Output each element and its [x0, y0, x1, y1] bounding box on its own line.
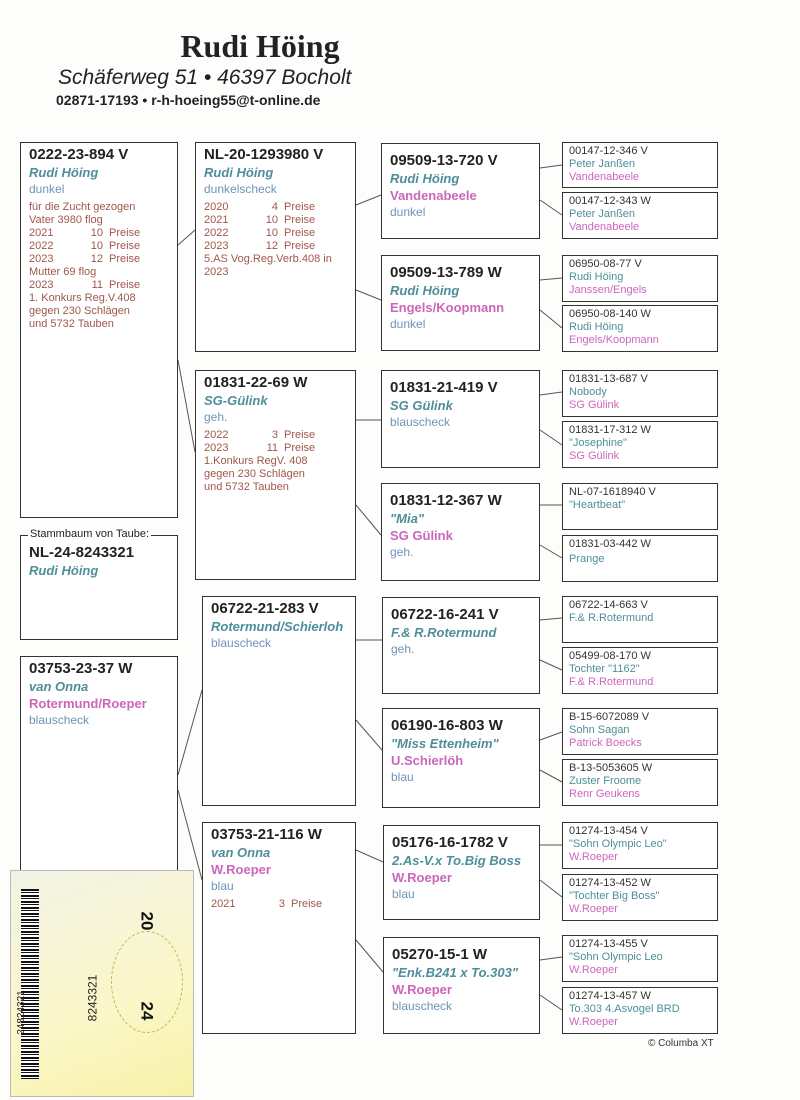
- pedigree-gen4-box: [562, 421, 718, 468]
- sticker-year-part2: 24: [137, 1001, 157, 1021]
- prize-word: Preise: [109, 227, 141, 239]
- ring-number: 05176-16-1782 V: [392, 834, 508, 851]
- ring-number: 03753-23-37 W: [29, 660, 133, 677]
- color-description: dunkel: [29, 182, 65, 196]
- ring-number: 09509-13-720 V: [390, 152, 498, 169]
- prize-row: [29, 253, 169, 266]
- sticker-ring-number: 8243321: [85, 974, 100, 1022]
- pedigree-gen4-box: [562, 596, 718, 643]
- ring-card-sticker: [10, 870, 194, 1097]
- breeder-name: van Onna: [29, 679, 89, 694]
- connector-line: [356, 720, 382, 750]
- pedigree-gen4-box: [562, 647, 718, 694]
- breeder-name: Janssen/Engels: [569, 284, 647, 296]
- ring-number: 01831-22-69 W: [204, 374, 308, 391]
- ring-number: 06722-21-283 V: [211, 600, 319, 617]
- ring-number: 06722-14-663 V: [569, 599, 648, 611]
- pigeon-name: "Tochter Big Boss": [569, 890, 660, 902]
- color-description: blauscheck: [29, 713, 90, 727]
- pedigree-gen4-box: [562, 759, 718, 806]
- prize-row: [204, 227, 347, 240]
- pigeon-name: Nobody: [569, 386, 607, 398]
- breeder-name: Rudi Höing: [204, 165, 274, 180]
- color-description: geh.: [391, 642, 415, 656]
- pedigree-gen4-box: [562, 708, 718, 755]
- connector-line: [540, 995, 562, 1010]
- pedigree-gen2-box: [202, 822, 356, 1034]
- pigeon-name: Rudi Höing: [390, 283, 460, 298]
- prize-year: 2021: [211, 898, 236, 910]
- breeder-name: W.Roeper: [569, 1016, 618, 1028]
- prize-year: 2023: [29, 253, 54, 265]
- ring-number: 01274-13-455 V: [569, 938, 648, 950]
- pedigree-gen3-box: [382, 597, 540, 694]
- prize-year: 2022: [29, 240, 54, 252]
- ring-number: 0222-23-894 V: [29, 146, 129, 163]
- breeder-name: Patrick Boecks: [569, 737, 642, 749]
- prize-word: Preise: [109, 279, 141, 291]
- prize-year: 2023: [204, 240, 229, 252]
- breeder-name: van Onna: [211, 845, 271, 860]
- pedigree-gen4-box: [562, 192, 718, 239]
- prize-count: 10: [90, 240, 103, 252]
- color-description: dunkel: [390, 317, 426, 331]
- ring-number: 05499-08-170 W: [569, 650, 651, 662]
- pedigree-gen4-box: [562, 483, 718, 530]
- performance-notes: [29, 201, 169, 331]
- pedigree-gen3-box: [382, 708, 540, 808]
- prize-count: 12: [90, 253, 103, 265]
- prize-row: [204, 214, 347, 227]
- pedigree-gen3-box: [383, 937, 540, 1034]
- pigeon-name: Rudi Höing: [390, 171, 460, 186]
- pigeon-name: Tochter "1162": [569, 663, 640, 675]
- copyright-notice: © Columba XT: [648, 1038, 714, 1049]
- ring-number: 01831-12-367 W: [390, 492, 502, 509]
- connector-line: [356, 850, 383, 862]
- prize-word: Preise: [284, 442, 316, 454]
- pigeon-name: "Enk.B241 x To.303": [392, 965, 519, 980]
- connector-line: [356, 290, 381, 300]
- connector-line: [178, 690, 202, 775]
- ring-number: 06722-16-241 V: [391, 606, 499, 623]
- breeder-name: Vandenabeele: [569, 171, 640, 183]
- connector-line: [540, 732, 562, 740]
- color-description: blau: [211, 879, 234, 893]
- prize-count: 10: [265, 227, 278, 239]
- breeder-name: W.Roeper: [569, 964, 618, 976]
- pedigree-gen3-box: [381, 483, 540, 581]
- color-description: blauscheck: [392, 999, 453, 1013]
- connector-line: [540, 545, 562, 558]
- ring-number: B-13-5053605 W: [569, 762, 653, 774]
- prize-word: Preise: [109, 240, 141, 252]
- note-line: 1. Konkurs Reg.V.408: [29, 292, 136, 304]
- connector-line: [178, 790, 202, 880]
- prize-row: [204, 442, 347, 455]
- ring-number: 01274-13-454 V: [569, 825, 648, 837]
- prize-row: [211, 898, 347, 911]
- connector-line: [356, 940, 383, 972]
- note-line: 5.AS Vog.Reg.Verb.408 in: [204, 253, 332, 265]
- note-line: 1.Konkurs RegV. 408: [204, 455, 308, 467]
- breeder-name: Renr Geukens: [569, 788, 640, 800]
- prize-word: Preise: [284, 240, 316, 252]
- prize-count: 3: [271, 429, 278, 441]
- prize-year: 2021: [29, 227, 54, 239]
- pigeon-name: F.& R.Rotermund: [569, 612, 654, 624]
- prize-year: 2022: [204, 227, 229, 239]
- breeder-name: W.Roeper: [569, 851, 618, 863]
- prize-count: 12: [265, 240, 278, 252]
- prize-word: Preise: [284, 429, 316, 441]
- connector-line: [540, 310, 562, 328]
- breeder-name-secondary: Rotermund/Roeper: [29, 696, 147, 711]
- prize-year: 2023: [29, 279, 54, 291]
- pigeon-name: Prange: [569, 553, 605, 565]
- barcode-number: 24824321: [15, 990, 27, 1035]
- breeder-name: U.Schierlöh: [391, 753, 464, 768]
- connector-line: [356, 505, 381, 535]
- connector-line: [540, 770, 562, 782]
- breeder-name-secondary: W.Roeper: [211, 862, 271, 877]
- prize-word: Preise: [291, 898, 323, 910]
- ring-number: 01831-13-687 V: [569, 373, 648, 385]
- prize-word: Preise: [284, 214, 316, 226]
- barcode: [21, 889, 39, 1079]
- breeder-contact: 02871-17193 • r-h-hoeing55@t-online.de: [56, 92, 321, 108]
- prize-row: [204, 240, 347, 253]
- pedigree-gen3-box: [381, 143, 540, 239]
- performance-notes: [204, 201, 347, 279]
- ring-number: 05270-15-1 W: [392, 946, 488, 963]
- prize-word: Preise: [284, 227, 316, 239]
- breeder-name: Engels/Koopmann: [569, 334, 659, 346]
- breeder-name: Rotermund/Schierloh: [211, 619, 344, 634]
- note-line: und 5732 Tauben: [29, 318, 114, 330]
- ring-number: NL-20-1293980 V: [204, 146, 324, 163]
- pigeon-name: Rudi Höing: [569, 271, 624, 283]
- note-line: gegen 230 Schlägen: [204, 468, 305, 480]
- ring-number: 06190-16-803 W: [391, 717, 503, 734]
- prize-year: 2020: [204, 201, 229, 213]
- connector-line: [178, 230, 195, 245]
- connector-line: [540, 660, 562, 670]
- pigeon-name: Rudi Höing: [569, 321, 624, 333]
- note-line: gegen 230 Schlägen: [29, 305, 130, 317]
- connector-line: [540, 392, 562, 395]
- breeder-name: Rudi Höing: [29, 165, 99, 180]
- pigeon-name: SG Gülink: [390, 398, 453, 413]
- pedigree-gen4-box: [562, 255, 718, 302]
- pedigree-father-box: [20, 142, 178, 518]
- prize-count: 4: [271, 201, 278, 213]
- prize-count: 10: [90, 227, 103, 239]
- breeder-name: Rudi Höing: [29, 563, 99, 578]
- prize-row: [29, 227, 169, 240]
- breeder-name: Rudi Höing: [180, 28, 340, 64]
- pigeon-name: "Sohn Olympic Leo: [569, 951, 663, 963]
- pigeon-name: "Miss Ettenheim": [391, 736, 499, 751]
- ring-number: 06950-08-140 W: [569, 308, 651, 320]
- connector-line: [178, 360, 195, 452]
- connector-line: [540, 200, 562, 215]
- breeder-name: SG-Gülink: [204, 393, 268, 408]
- pedigree-gen4-box: [562, 822, 718, 869]
- prize-row: [204, 201, 347, 214]
- breeder-name: Vandenabeele: [569, 221, 640, 233]
- pedigree-mother-box: [20, 656, 178, 876]
- pigeon-name: Sohn Sagan: [569, 724, 630, 736]
- color-description: geh.: [204, 410, 228, 424]
- breeder-name: W.Roeper: [392, 982, 452, 997]
- pedigree-gen4-box: [562, 305, 718, 352]
- ring-number: 09509-13-789 W: [390, 264, 502, 281]
- ring-number: B-15-6072089 V: [569, 711, 650, 723]
- pedigree-gen4-box: [562, 370, 718, 417]
- pedigree-gen4-box: [562, 874, 718, 921]
- prize-year: 2021: [204, 214, 229, 226]
- breeder-name: SG Gülink: [390, 528, 453, 543]
- note-line: 2023: [204, 266, 229, 278]
- performance-notes: [211, 898, 347, 911]
- breeder-name: W.Roeper: [392, 870, 452, 885]
- ring-number: 00147-12-346 V: [569, 145, 648, 157]
- ring-number: 00147-12-343 W: [569, 195, 651, 207]
- pigeon-name: 2.As-V.x To.Big Boss: [392, 853, 522, 868]
- pedigree-gen4-box: [562, 987, 718, 1034]
- pedigree-gen4-box: [562, 142, 718, 188]
- pigeon-name: Zuster Froome: [569, 775, 642, 787]
- prize-word: Preise: [284, 201, 316, 213]
- prize-year: 2023: [204, 442, 229, 454]
- prize-count: 11: [91, 279, 103, 291]
- breeder-address: Schäferweg 51 • 46397 Bocholt: [58, 66, 352, 89]
- ring-number: 03753-21-116 W: [211, 826, 322, 843]
- note-line: Mutter 69 flog: [29, 266, 97, 278]
- connector-line: [540, 880, 562, 897]
- ring-number: 01274-13-452 W: [569, 877, 651, 889]
- pedigree-gen2-box: [195, 142, 356, 352]
- note-line: Vater 3980 flog: [29, 214, 103, 226]
- pigeon-name: Peter Janßen: [569, 208, 636, 220]
- pigeon-name: "Josephine": [569, 437, 627, 449]
- pedigree-gen3-box: [383, 825, 540, 920]
- ring-number: NL-24-8243321: [29, 544, 135, 561]
- color-description: dunkel: [390, 205, 426, 219]
- ring-number: 01831-21-419 V: [390, 379, 498, 396]
- connector-line: [540, 957, 562, 960]
- connector-line: [540, 430, 562, 445]
- pedigree-gen3-box: [381, 370, 540, 468]
- prize-row: [204, 429, 347, 442]
- prize-count: 11: [266, 442, 278, 454]
- pedigree-subject-box: [20, 535, 178, 640]
- breeder-name: W.Roeper: [569, 903, 618, 915]
- color-description: blau: [392, 887, 415, 901]
- connector-line: [540, 618, 562, 620]
- prize-count: 3: [278, 898, 285, 910]
- sticker-year-part1: 20: [137, 911, 157, 931]
- color-description: blauscheck: [390, 415, 451, 429]
- ring-number: 01831-03-442 W: [569, 538, 651, 550]
- breeder-name: Engels/Koopmann: [390, 300, 505, 315]
- pigeon-name: Peter Janßen: [569, 158, 636, 170]
- pedigree-gen3-box: [381, 255, 540, 351]
- pigeon-name: "Mia": [390, 511, 424, 526]
- color-description: dunkelscheck: [204, 182, 277, 196]
- pigeon-name: To.303 4.Asvogel BRD: [569, 1003, 680, 1015]
- pigeon-name: F.& R.Rotermund: [391, 625, 497, 640]
- prize-row: [29, 279, 169, 292]
- pigeon-name: "Heartbeat": [569, 499, 626, 511]
- note-line: für die Zucht gezogen: [29, 201, 136, 213]
- pedigree-subject-label: Stammbaum von Taube:: [30, 528, 150, 540]
- prize-year: 2022: [204, 429, 229, 441]
- ring-number: 06950-08-77 V: [569, 258, 642, 270]
- prize-count: 10: [265, 214, 278, 226]
- pedigree-gen2-box: [202, 596, 356, 806]
- connector-line: [540, 278, 562, 280]
- pedigree-gen4-box: [562, 935, 718, 982]
- note-line: und 5732 Tauben: [204, 481, 289, 493]
- pedigree-gen2-box: [195, 370, 356, 580]
- connector-line: [540, 165, 562, 168]
- prize-row: [29, 240, 169, 253]
- pigeon-name: "Sohn Olympic Leo": [569, 838, 667, 850]
- performance-notes: [204, 429, 347, 494]
- ring-number: 01831-17-312 W: [569, 424, 651, 436]
- breeder-name: F.& R.Rotermund: [569, 676, 654, 688]
- color-description: blauscheck: [211, 636, 272, 650]
- ring-number: 01274-13-457 W: [569, 990, 651, 1002]
- color-description: blau: [391, 770, 414, 784]
- ring-number: NL-07-1618940 V: [569, 486, 656, 498]
- pedigree-gen4-box: [562, 535, 718, 582]
- prize-word: Preise: [109, 253, 141, 265]
- breeder-name: Vandenabeele: [390, 188, 477, 203]
- connector-line: [356, 195, 381, 205]
- color-description: geh.: [390, 545, 414, 559]
- breeder-name: SG Gülink: [569, 450, 620, 462]
- breeder-name: SG Gülink: [569, 399, 620, 411]
